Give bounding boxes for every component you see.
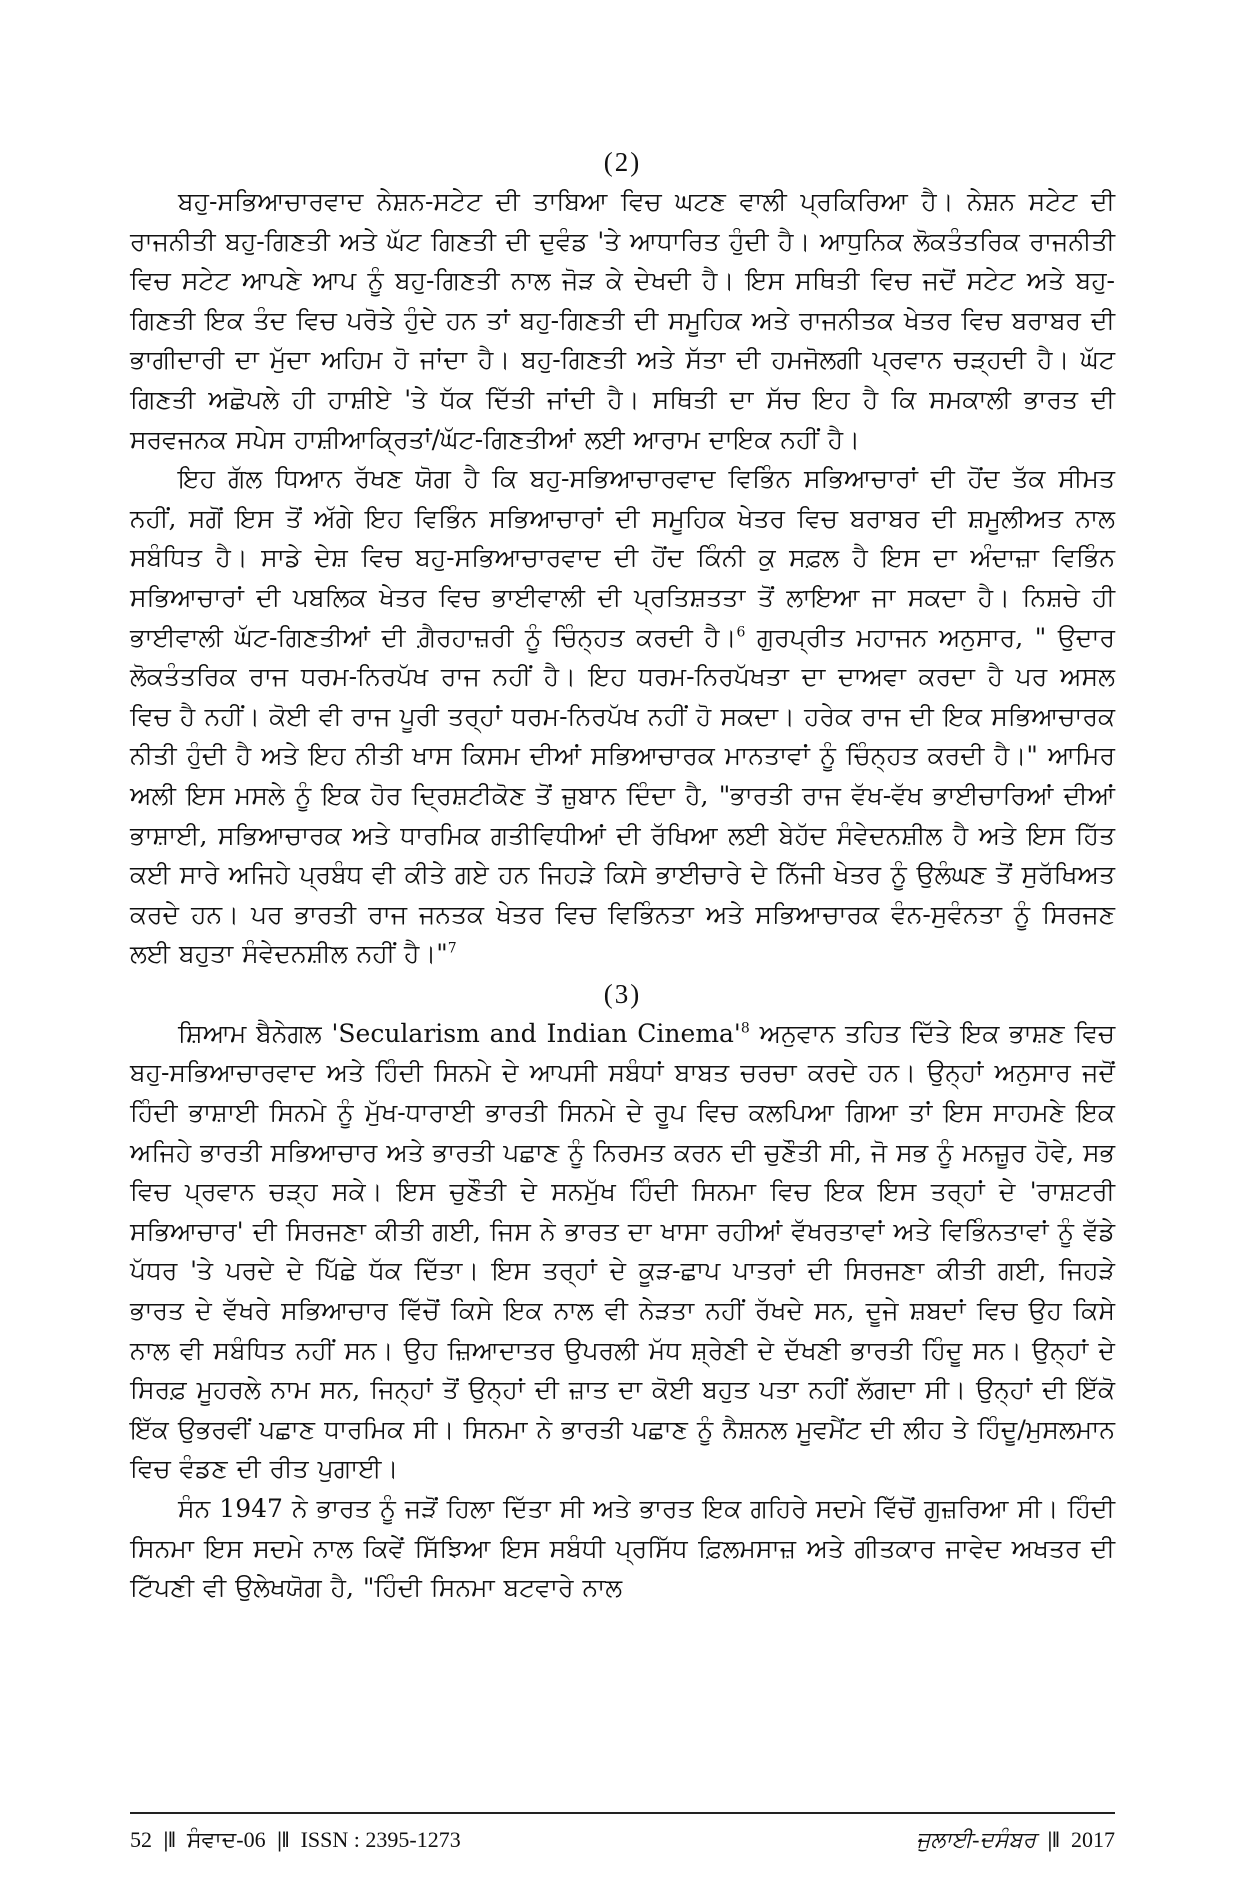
footer-right <box>916 1820 1115 1860</box>
paragraph-text: ਬਹੁ-ਸਭਿਆਚਾਰਵਾਦ ਨੇਸ਼ਨ-ਸਟੇਟ ਦੀ ਤਾਬਿਆ ਵਿਚ ਘਟਣ ਵਾਲੀ ਪ੍ਰਕਿਰਿਆ ਹੈ। ਨੇਸ਼ਨ ਸਟੇਟ ਦੀ ਰਾਜਨੀਤੀ ਬਹੁ-ਗਿਣਤੀ ਅਤੇ ਘੱਟ ਗਿਣਤੀ ਦੀ ਦੁਵੰਡ 'ਤੇ ਆਧਾਰਿਤ ਹੁੰਦੀ ਹੈ। ਆਧੁਨਿਕ ਲੋਕਤੰਤਰਿਕ ਰਾਜਨੀਤੀ ਵਿਚ ਸਟੇਟ ਆਪਣੇ ਆਪ ਨੂੰ ਬਹੁ-ਗਿਣਤੀ ਨਾਲ ਜੋੜ ਕੇ ਦੇਖਦੀ ਹੈ। ਇਸ ਸਥਿਤੀ ਵਿਚ ਜਦੋਂ ਸਟੇਟ ਅਤੇ ਬਹੁ-ਗਿਣਤੀ ਇਕ ਤੰਦ ਵਿਚ ਪਰੋਤੇ ਹੁੰਦੇ ਹਨ ਤਾਂ ਬਹੁ-ਗਿਣਤੀ ਦੀ ਸਮੂਹਿਕ ਅਤੇ ਰਾਜਨੀਤਕ ਖੇਤਰ ਵਿਚ ਬਰਾਬਰ ਦੀ ਭਾਗੀਦਾਰੀ ਦਾ ਮੁੱਦਾ ਅਹਿਮ ਹੋ ਜਾਂਦਾ ਹੈ। ਬਹੁ-ਗਿਣਤੀ ਅਤੇ ਸੱਤਾ ਦੀ ਹਮਜੋਲਗੀ ਪ੍ਰਵਾਨ ਚੜ੍ਹਦੀ ਹੈ। ਘੱਟ ਗਿਣਤੀ ਅਛੋਪਲੇ ਹੀ ਹਾਸ਼ੀਏ 'ਤੇ ਧੱਕ ਦਿੱਤੀ ਜਾਂਦੀ ਹੈ। ਸਥਿਤੀ ਦਾ ਸੱਚ ਇਹ ਹੈ ਕਿ ਸਮਕਾਲੀ ਭਾਰਤ ਦੀ ਸਰਵਜਨਕ ਸਪੇਸ ਹਾਸ਼ੀਆਕ੍ਰਿਤਾਂ/ਘੱਟ-ਗਿਣਤੀਆਂ ਲਈ ਆਰਾਮ ਦਾਇਕ ਨਹੀਂ ਹੈ। <box>130 187 1115 454</box>
section-number-3: (3) <box>603 978 642 1009</box>
paragraph-text: ਇਹ ਗੱਲ ਧਿਆਨ ਰੱਖਣ ਯੋਗ ਹੈ ਕਿ ਬਹੁ-ਸਭਿਆਚਾਰਵਾਦ ਵਿਭਿੰਨ ਸਭਿਆਚਾਰਾਂ ਦੀ ਹੋਂਦ ਤੱਕ ਸੀਮਤ ਨਹੀਂ, ਸਗੋਂ ਇਸ ਤੋਂ ਅੱਗੇ ਇਹ ਵਿਭਿੰਨ ਸਭਿਆਚਾਰਾਂ ਦੀ ਸਮੂਹਿਕ ਖੇਤਰ ਵਿਚ ਬਰਾਬਰ ਦੀ ਸ਼ਮੂਲੀਅਤ ਨਾਲ ਸਬੰਧਿਤ ਹੈ। ਸਾਡੇ ਦੇਸ਼ ਵਿਚ ਬਹੁ-ਸਭਿਆਚਾਰਵਾਦ ਦੀ ਹੋਂਦ ਕਿੰਨੀ ਕੁ ਸਫ਼ਲ ਹੈ ਇਸ ਦਾ ਅੰਦਾਜ਼ਾ ਵਿਭਿੰਨ ਸਭਿਆਚਾਰਾਂ ਦੀ ਪਬਲਿਕ ਖੇਤਰ ਵਿਚ ਭਾਈਵਾਲੀ ਦੀ ਪ੍ਰਤਿਸ਼ਤਤਾ ਤੋਂ ਲਾਇਆ ਜਾ ਸਕਦਾ ਹੈ। ਨਿਸ਼ਚੇ ਹੀ ਭਾਈਵਾਲੀ ਘੱਟ-ਗਿਣਤੀਆਂ ਦੀ ਗ਼ੈਰਹਾਜ਼ਰੀ ਨੂੰ ਚਿੰਨ੍ਹਤ ਕਰਦੀ ਹੈ। <box>130 464 1115 652</box>
paragraph-text: ਗੁਰਪ੍ਰੀਤ ਮਹਾਜਨ ਅਨੁਸਾਰ, " ਉਦਾਰ ਲੋਕਤੰਤਰਿਕ ਰਾਜ ਧਰਮ-ਨਿਰਪੱਖ ਰਾਜ ਨਹੀਂ ਹੈ। ਇਹ ਧਰਮ-ਨਿਰਪੱਖਤਾ ਦਾ ਦਾਅਵਾ ਕਰਦਾ ਹੈ ਪਰ ਅਸਲ ਵਿਚ ਹੈ ਨਹੀਂ। ਕੋਈ ਵੀ ਰਾਜ ਪੂਰੀ ਤਰ੍ਹਾਂ ਧਰਮ-ਨਿਰਪੱਖ ਨਹੀਂ ਹੋ ਸਕਦਾ। ਹਰੇਕ ਰਾਜ ਦੀ ਇਕ ਸਭਿਆਚਾਰਕ ਨੀਤੀ ਹੁੰਦੀ ਹੈ ਅਤੇ ਇਹ ਨੀਤੀ ਖਾਸ ਕਿਸਮ ਦੀਆਂ ਸਭਿਆਚਾਰਕ ਮਾਨਤਾਵਾਂ ਨੂੰ ਚਿੰਨ੍ਹਤ ਕਰਦੀ ਹੈ।" ਆਮਿਰ ਅਲੀ ਇਸ ਮਸਲੇ ਨੂੰ ਇਕ ਹੋਰ ਦ੍ਰਿਸ਼ਟੀਕੋਣ ਤੋਂ ਜ਼ੁਬਾਨ ਦਿੰਦਾ ਹੈ, "ਭਾਰਤੀ ਰਾਜ ਵੱਖ-ਵੱਖ ਭਾਈਚਾਰਿਆਂ ਦੀਆਂ ਭਾਸ਼ਾਈ, ਸਭਿਆਚਾਰਕ ਅਤੇ ਧਾਰਮਿਕ ਗਤੀਵਿਧੀਆਂ ਦੀ ਰੱਖਿਆ ਲਈ ਬੇਹੱਦ ਸੰਵੇਦਨਸ਼ੀਲ ਹੈ ਅਤੇ ਇਸ ਹਿੱਤ ਕਈ ਸਾਰੇ ਅਜਿਹੇ ਪ੍ਰਬੰਧ ਵੀ ਕੀਤੇ ਗਏ ਹਨ ਜਿਹੜੇ ਕਿਸੇ ਭਾਈਚਾਰੇ ਦੇ ਨਿੱਜੀ ਖੇਤਰ ਨੂੰ ਉਲੰਘਣ ਤੋਂ ਸੁਰੱਖਿਅਤ ਕਰਦੇ ਹਨ। ਪਰ ਭਾਰਤੀ ਰਾਜ ਜਨਤਕ ਖੇਤਰ ਵਿਚ ਵਿਭਿੰਨਤਾ ਅਤੇ ਸਭਿਆਚਾਰਕ ਵੰਨ-ਸੁਵੰਨਤਾ ਨੂੰ ਸਿਰਜਣ ਲਈ ਬਹੁਤਾ ਸੰਵੇਦਨਸ਼ੀਲ ਨਹੀਂ ਹੈ।" <box>130 622 1115 969</box>
footer-left <box>130 1820 461 1860</box>
footer-separator: |‖ <box>277 1827 290 1852</box>
section-number-2: (2) <box>603 147 642 177</box>
paragraph-text: ਸ਼ਿਆਮ ਬੈਨੇਗਲ 'Secularism and Indian Cinema' <box>178 1018 741 1048</box>
page-number: 52 <box>130 1827 152 1852</box>
issue-period: ਜੁਲਾਈ-ਦਸੰਬਰ <box>916 1827 1037 1852</box>
journal-name: ਸੰਵਾਦ-06 <box>186 1827 266 1852</box>
paragraph-cultural-participation <box>130 459 1115 974</box>
footnote-ref-7: 7 <box>447 940 457 957</box>
paragraph-benegal-secularism-cinema <box>130 1014 1115 1489</box>
page-footer <box>130 1820 1115 1860</box>
footer-separator: |‖ <box>163 1827 176 1852</box>
issue-year: 2017 <box>1071 1827 1115 1852</box>
paragraph-text: ਸੰਨ 1947 ਨੇ ਭਾਰਤ ਨੂੰ ਜੜੋਂ ਹਿਲਾ ਦਿੱਤਾ ਸੀ ਅਤੇ ਭਾਰਤ ਇਕ ਗਹਿਰੇ ਸਦਮੇ ਵਿੱਚੋਂ ਗੁਜ਼ਰਿਆ ਸੀ। ਹਿੰਦੀ ਸਿਨਮਾ ਇਸ ਸਦਮੇ ਨਾਲ ਕਿਵੇਂ ਸਿੱਝਿਆ ਇਸ ਸਬੰਧੀ ਪ੍ਰਸਿੱਧ ਫ਼ਿਲਮਸਾਜ਼ ਅਤੇ ਗੀਤਕਾਰ ਜਾਵੇਦ ਅਖਤਰ ਦੀ ਟਿੱਪਣੀ ਵੀ ਉਲੇਖਯੋਗ ਹੈ, "ਹਿੰਦੀ ਸਿਨਮਾ ਬਟਵਾਰੇ ਨਾਲ <box>130 1494 1115 1603</box>
footer-rule <box>130 1812 1115 1814</box>
issn: ISSN : 2395-1273 <box>300 1827 461 1852</box>
footnote-ref-6: 6 <box>736 624 746 641</box>
paragraph-1947-partition <box>130 1489 1115 1608</box>
paragraph-multiculturalism-nation-state <box>130 182 1115 459</box>
paragraph-text: ਅਨੁਵਾਨ ਤਹਿਤ ਦਿੱਤੇ ਇਕ ਭਾਸ਼ਣ ਵਿਚ ਬਹੁ-ਸਭਿਆਚਾਰਵਾਦ ਅਤੇ ਹਿੰਦੀ ਸਿਨਮੇ ਦੇ ਆਪਸੀ ਸਬੰਧਾਂ ਬਾਬਤ ਚਰਚਾ ਕਰਦੇ ਹਨ। ਉਨ੍ਹਾਂ ਅਨੁਸਾਰ ਜਦੋਂ ਹਿੰਦੀ ਭਾਸ਼ਾਈ ਸਿਨਮੇ ਨੂੰ ਮੁੱਖ-ਧਾਰਾਈ ਭਾਰਤੀ ਸਿਨਮੇ ਦੇ ਰੂਪ ਵਿਚ ਕਲਪਿਆ ਗਿਆ ਤਾਂ ਇਸ ਸਾਹਮਣੇ ਇਕ ਅਜਿਹੇ ਭਾਰਤੀ ਸਭਿਆਚਾਰ ਅਤੇ ਭਾਰਤੀ ਪਛਾਣ ਨੂੰ ਨਿਰਮਤ ਕਰਨ ਦੀ ਚੁਣੌਤੀ ਸੀ, ਜੋ ਸਭ ਨੂੰ ਮਨਜ਼ੂਰ ਹੋਵੇ, ਸਭ ਵਿਚ ਪ੍ਰਵਾਨ ਚੜ੍ਹ ਸਕੇ। ਇਸ ਚੁਣੌਤੀ ਦੇ ਸਨਮੁੱਖ ਹਿੰਦੀ ਸਿਨਮਾ ਵਿਚ ਇਕ ਇਸ ਤਰ੍ਹਾਂ ਦੇ 'ਰਾਸ਼ਟਰੀ ਸਭਿਆਚਾਰ' ਦੀ ਸਿਰਜਣਾ ਕੀਤੀ ਗਈ, ਜਿਸ ਨੇ ਭਾਰਤ ਦਾ ਖਾਸਾ ਰਹੀਆਂ ਵੱਖਰਤਾਵਾਂ ਅਤੇ ਵਿਭਿੰਨਤਾਵਾਂ ਨੂੰ ਵੱਡੇ ਪੱਧਰ 'ਤੇ ਪਰਦੇ ਦੇ ਪਿੱਛੇ ਧੱਕ ਦਿੱਤਾ। ਇਸ ਤਰ੍ਹਾਂ ਦੇ ਕੂੜ-ਛਾਪ ਪਾਤਰਾਂ ਦੀ ਸਿਰਜਣਾ ਕੀਤੀ ਗਈ, ਜਿਹੜੇ ਭਾਰਤ ਦੇ ਵੱਖਰੇ ਸਭਿਆਚਾਰ ਵਿੱਚੋਂ ਕਿਸੇ ਇਕ ਨਾਲ ਵੀ ਨੇੜਤਾ ਨਹੀਂ ਰੱਖਦੇ ਸਨ, ਦੂਜੇ ਸ਼ਬਦਾਂ ਵਿਚ ਉਹ ਕਿਸੇ ਨਾਲ ਵੀ ਸਬੰਧਿਤ ਨਹੀਂ ਸਨ। ਉਹ ਜ਼ਿਆਦਾਤਰ ਉਪਰਲੀ ਮੱਧ ਸ਼੍ਰੇਣੀ ਦੇ ਦੱਖਣੀ ਭਾਰਤੀ ਹਿੰਦੂ ਸਨ। ਉਨ੍ਹਾਂ ਦੇ ਸਿਰਫ਼ ਮੂਹਰਲੇ ਨਾਮ ਸਨ, ਜਿਨ੍ਹਾਂ ਤੋਂ ਉਨ੍ਹਾਂ ਦੀ ਜ਼ਾਤ ਦਾ ਕੋਈ ਬਹੁਤ ਪਤਾ ਨਹੀਂ ਲੱਗਦਾ ਸੀ। ਉਨ੍ਹਾਂ ਦੀ ਇੱਕੋ ਇੱਕ ਉਭਰਵੀਂ ਪਛਾਣ ਧਾਰਮਿਕ ਸੀ। ਸਿਨਮਾ ਨੇ ਭਾਰਤੀ ਪਛਾਣ ਨੂੰ ਨੈਸ਼ਨਲ ਮੂਵਮੈਂਟ ਦੀ ਲੀਹ ਤੇ ਹਿੰਦੂ/ਮੁਸਲਮਾਨ ਵਿਚ ਵੰਡਣ ਦੀ ਰੀਤ ਪੁਗਾਈ। <box>130 1018 1115 1484</box>
footnote-ref-8: 8 <box>740 1020 750 1037</box>
footer-separator: |‖ <box>1047 1827 1060 1852</box>
page-content <box>130 142 1115 1608</box>
